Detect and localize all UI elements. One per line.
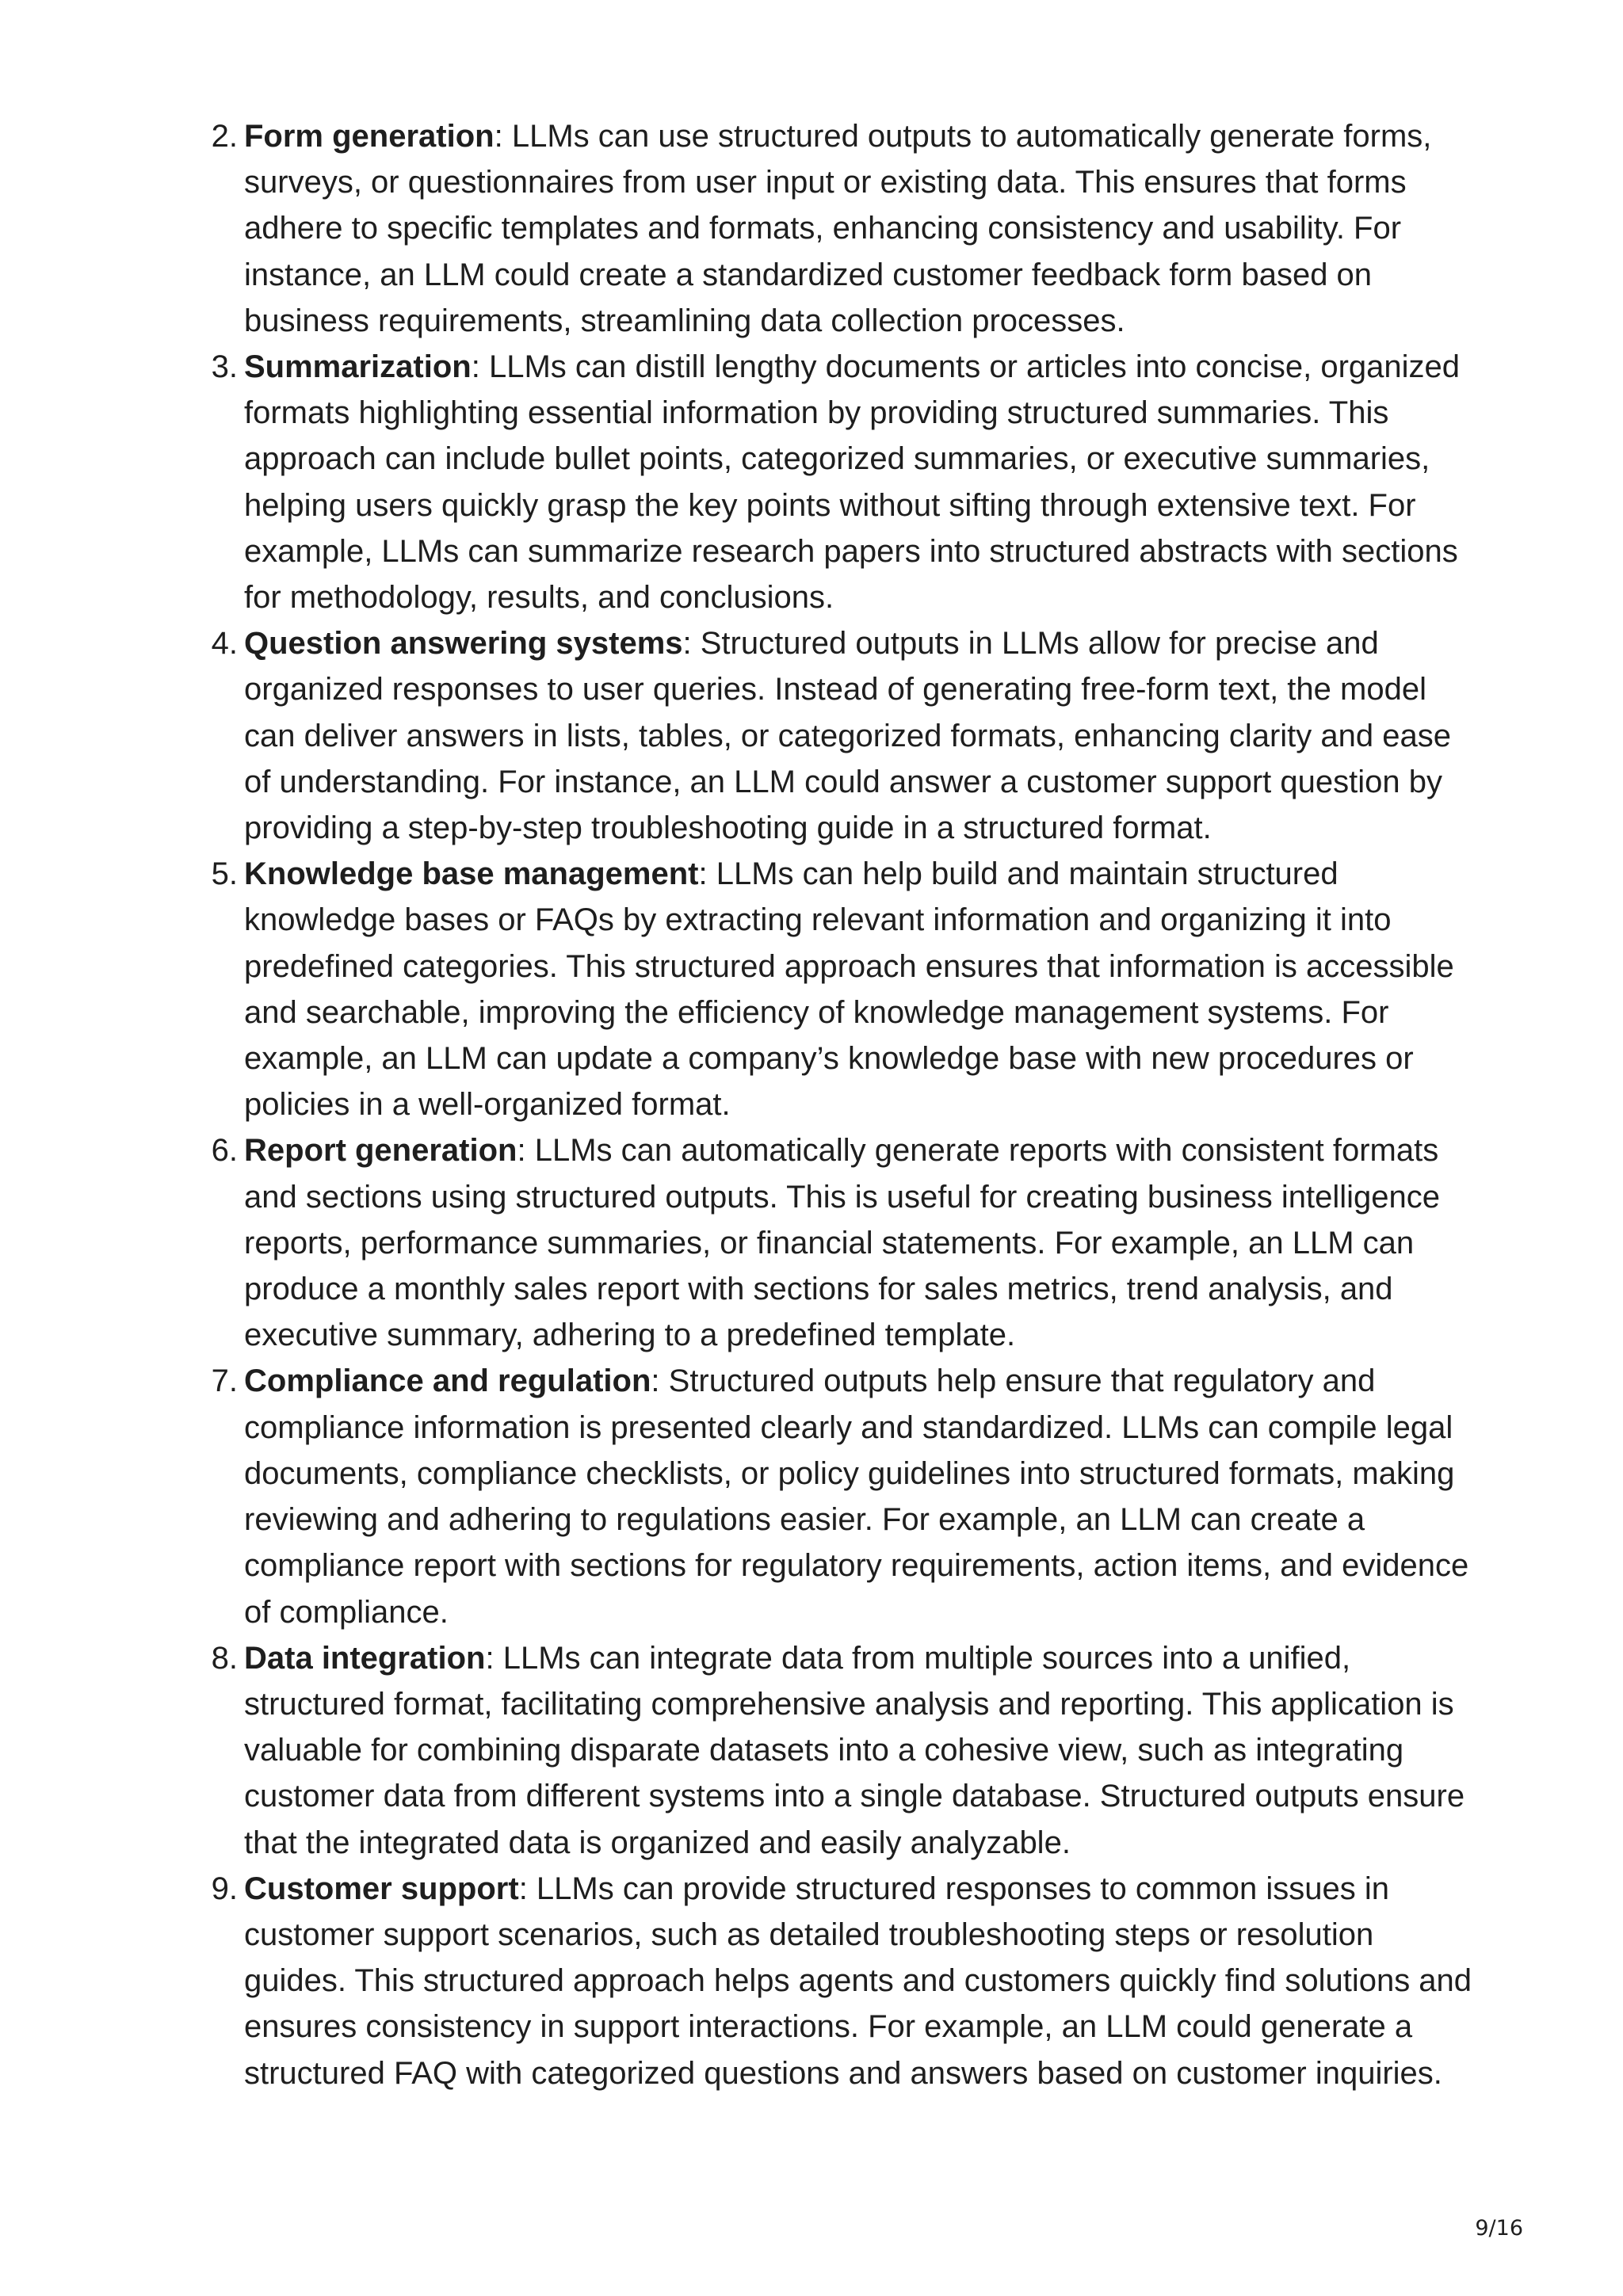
list-item-term: Data integration xyxy=(244,1640,486,1676)
list-item xyxy=(197,620,1480,851)
list-item-text: : LLMs can provide structured responses to common issues in customer support scenarios, such as detailed troubleshooting steps or resolution guides. This structured approach helps agents and customers quickly find solutions and ensures consistency in support interactions. For example, an LLM could generate a structured FAQ with categorized questions and answers based on customer inquiries. xyxy=(244,1871,1472,2091)
list-item-text: : LLMs can automatically generate reports with consistent formats and sections using structured outputs. This is useful for creating business intelligence reports, performance summaries, or financial statements. For example, an LLM can produce a monthly sales report with sections for sales metrics, trend analysis, and executive summary, adhering to a predefined template. xyxy=(244,1133,1440,1353)
list-item-number: 6. xyxy=(211,1133,238,1169)
list-item-text: : Structured outputs help ensure that regulatory and compliance information is presented clearly and standardized. LLMs can compile legal documents, compliance checklists, or policy guidelines into structured formats, making reviewing and adhering to regulations easier. For example, an LLM can create a compliance report with sections for regulatory requirements, action items, and evidence of compliance. xyxy=(244,1363,1469,1630)
list-item-term: Customer support xyxy=(244,1871,519,1906)
list-item-number: 2. xyxy=(211,119,238,154)
list-item-term: Summarization xyxy=(244,349,472,385)
list-item-text: : LLMs can distill lengthy documents or articles into concise, organized formats highlighting essential information by providing structured summaries. This approach can include bullet points, categorized summaries, or executive summaries, helping users quickly grasp the key points without sifting through extensive text. For example, LLMs can summarize research papers into structured abstracts with sections for methodology, results, and conclusions. xyxy=(244,349,1461,616)
list-item-text: : LLMs can integrate data from multiple sources into a unified, structured format, facilitating comprehensive analysis and reporting. This application is valuable for combining disparate datasets into a cohesive view, such as integrating customer data from different systems into a single database. Structured outputs ensure that the integrated data is organized and easily analyzable. xyxy=(244,1640,1465,1860)
list-item xyxy=(197,113,1480,344)
list-item-term: Knowledge base management xyxy=(244,856,699,892)
list-item-term: Report generation xyxy=(244,1133,517,1169)
list-item xyxy=(197,1127,1480,1358)
list-item xyxy=(197,1635,1480,1866)
list-item xyxy=(197,1358,1480,1634)
list-item-text: : Structured outputs in LLMs allow for precise and organized responses to user queries. Instead of generating free-form text, the model can deliver answers in lists, tables, or categorized formats, enhancing clarity and ease of understanding. For instance, an LLM could answer a customer support question by providing a step-by-step troubleshooting guide in a structured format. xyxy=(244,626,1451,846)
list-item-term: Form generation xyxy=(244,119,495,154)
list-item-number: 9. xyxy=(211,1871,238,1906)
list-item-number: 5. xyxy=(211,856,238,892)
list-item-text: : LLMs can help build and maintain structured knowledge bases or FAQs by extracting relevant information and organizing it into predefined categories. This structured approach ensures that information is accessible and searchable, improving the efficiency of knowledge management systems. For example, an LLM can update a company’s knowledge base with new procedures or policies in a well-organized format. xyxy=(244,856,1454,1123)
list-item-number: 4. xyxy=(211,626,238,662)
list-item-text: : LLMs can use structured outputs to automatically generate forms, surveys, or questionnaires from user input or existing data. This ensures that forms adhere to specific templates and formats, enhancing consistency and usability. For instance, an LLM could create a standardized customer feedback form based on business requirements, streamlining data collection processes. xyxy=(244,119,1432,338)
list-item-number: 3. xyxy=(211,349,238,385)
page-number: 9/16 xyxy=(1475,2216,1523,2241)
list-item xyxy=(197,851,1480,1127)
list-item-term: Question answering systems xyxy=(244,626,683,662)
list-item-number: 8. xyxy=(211,1640,238,1676)
list-item xyxy=(197,1866,1480,2096)
use-case-list xyxy=(197,113,1480,2096)
list-item-number: 7. xyxy=(211,1363,238,1399)
list-item-term: Compliance and regulation xyxy=(244,1363,651,1399)
list-item xyxy=(197,344,1480,620)
